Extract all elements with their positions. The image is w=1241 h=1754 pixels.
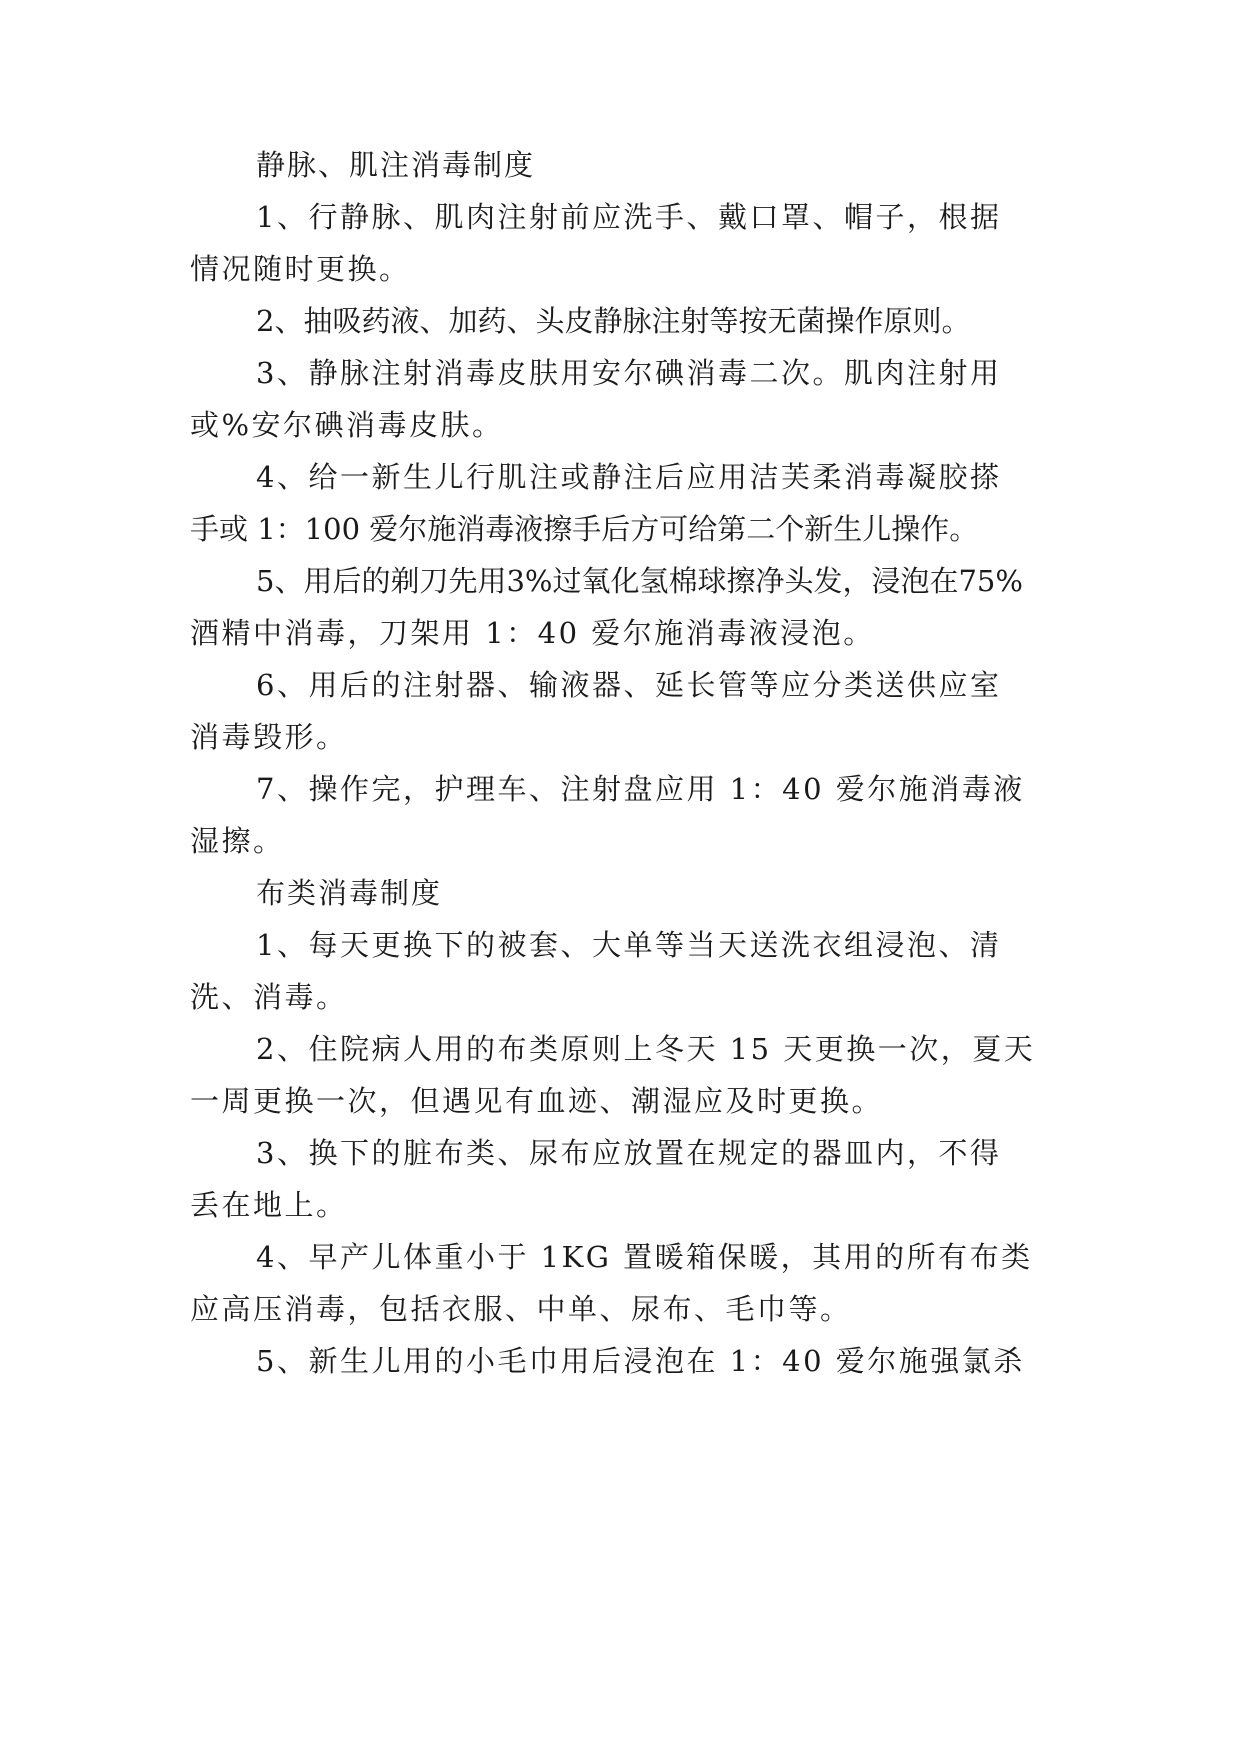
- paragraph-line: 4、早产儿体重小于 1KG 置暖箱保暖，其用的所有布类: [256, 1240, 1033, 1274]
- paragraph-line: 一周更换一次，但遇见有血迹、潮湿应及时更换。: [190, 1084, 884, 1118]
- paragraph-line: 5、新生儿用的小毛巾用后浸泡在 1：40 爱尔施强氯杀: [256, 1344, 1025, 1378]
- paragraph-line: 1、每天更换下的被套、大单等当天送洗衣组浸泡、清: [256, 928, 1002, 962]
- paragraph-line: 情况随时更换。: [190, 252, 411, 286]
- section-title-iv-im: 静脉、肌注消毒制度: [256, 148, 536, 182]
- paragraph-line: 手或 1：100 爱尔施消毒液擦手后方可给第二个新生儿操作。: [190, 512, 979, 546]
- paragraph-line: 洗、消毒。: [190, 980, 348, 1014]
- paragraph-line: 丢在地上。: [190, 1188, 348, 1222]
- paragraph-line: 2、抽吸药液、加药、头皮静脉注射等按无菌操作原则。: [256, 304, 971, 338]
- paragraph-line: 湿擦。: [190, 824, 285, 858]
- paragraph-line: 5、用后的剃刀先用3%过氧化氢棉球擦净头发，浸泡在75%: [256, 564, 1023, 598]
- paragraph-line: 7、操作完，护理车、注射盘应用 1：40 爱尔施消毒液: [256, 772, 1025, 806]
- paragraph-line: 3、静脉注射消毒皮肤用安尔碘消毒二次。肌肉注射用: [256, 356, 1002, 390]
- paragraph-line: 应高压消毒，包括衣服、中单、尿布、毛巾等。: [190, 1292, 852, 1326]
- paragraph-line: 或%安尔碘消毒皮肤。: [190, 408, 504, 442]
- paragraph-line: 酒精中消毒，刀架用 1：40 爱尔施消毒液浸泡。: [190, 616, 875, 650]
- paragraph-line: 6、用后的注射器、输液器、延长管等应分类送供应室: [256, 668, 1002, 702]
- paragraph-line: 消毒毁形。: [190, 720, 348, 754]
- section-title-linen: 布类消毒制度: [256, 876, 443, 910]
- paragraph-line: 2、住院病人用的布类原则上冬天 15 天更换一次，夏天: [256, 1032, 1036, 1066]
- paragraph-line: 4、给一新生儿行肌注或静注后应用洁芙柔消毒凝胶搽: [256, 460, 1002, 494]
- paragraph-line: 1、行静脉、肌肉注射前应洗手、戴口罩、帽子，根据: [256, 200, 1002, 234]
- paragraph-line: 3、换下的脏布类、尿布应放置在规定的器皿内，不得: [256, 1136, 1002, 1170]
